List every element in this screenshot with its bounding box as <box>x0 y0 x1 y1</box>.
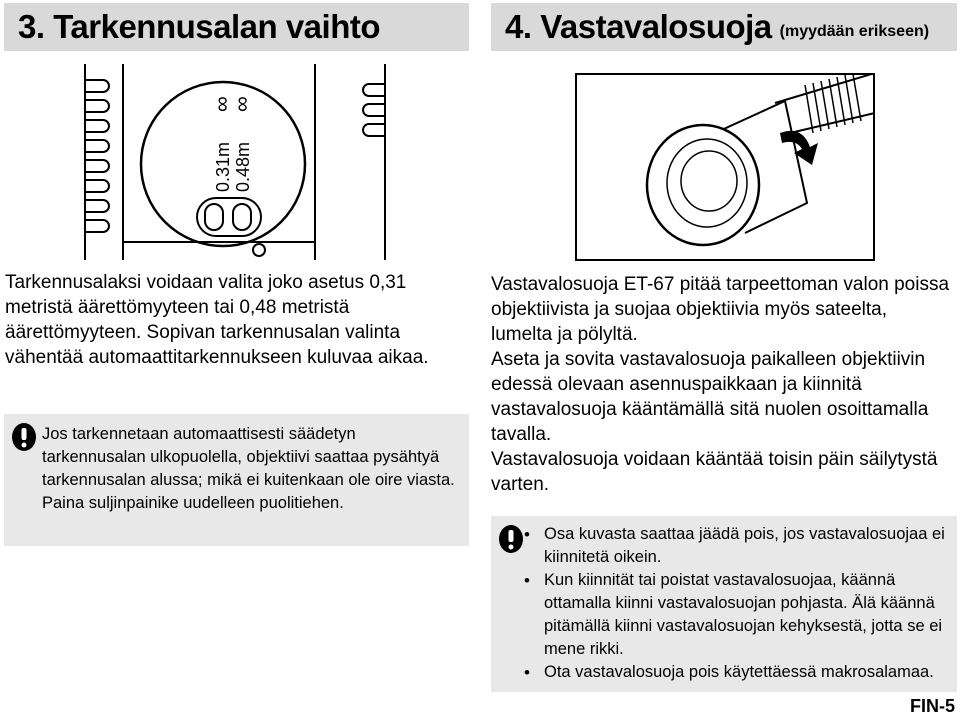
section-4-heading: 4. Vastavalosuoja <box>505 8 772 45</box>
caution-bullet: • Ota vastavalosuoja pois käytettäessä makrosalamaa. <box>519 661 951 684</box>
caution-bullet: • Kun kiinnität tai poistat vastavalosuojaa, käännä ottamalla kiinni vastavalosuojan pohjasta. Älä käännä pitämällä kiinni vastavalosuojan kehyksestä, jotta se ei mene rikki. <box>519 569 951 661</box>
lens-hood-illustration <box>575 73 875 261</box>
section-3-heading-bar <box>4 3 469 51</box>
section-3-heading: 3. Tarkennusalan vaihto <box>18 8 381 45</box>
grip-ridges-left <box>85 80 109 232</box>
warning-icon <box>9 422 39 452</box>
lens-hood-paragraphs: Vastavalosuoja ET-67 pitää tarpeettoman valon poissa objektiivista ja suojaa objektiivia myös sateelta, lumelta ja pölyltä. Aseta ja sovita vastavalosuoja paikalleen objektiivin edessä olevaan asennuspaikkaan ja kiinnitä vastavalosuoja kääntämällä sitä nuolen osoittamalla tavalla. Vastavalosuoja voidaan kääntää toisin päin säilytystä varten. <box>491 274 950 495</box>
focus-range-paragraph: Tarkennusalaksi voidaan valita joko asetus 0,31 metristä äärettömyyteen tai 0,48 metristä äärettömyyteen. Sopivan tarkennusalan valinta vähentää automaattitarkennukseen kuluvaa aikaa. <box>5 272 429 368</box>
caution-bullet-list <box>519 523 951 684</box>
page-number: FIN-5 <box>910 696 955 716</box>
sold-separately-label: (myydään erikseen) <box>779 23 930 40</box>
lens-hood-caution-box <box>491 516 957 692</box>
focus-range-switch-illustration <box>83 64 387 260</box>
scale-label-048: 0.48m <box>233 141 253 192</box>
caution-text: Jos tarkennetaan automaattisesti säädetyn tarkennusalan ulkopuolella, objektiivi saattaa pysähtyä tarkennusalan alussa; mikä ei kuitenkaan ole oire viasta. Paina suljinpainike uudelleen puolitiehen. <box>42 425 455 512</box>
infinity-mark-1: ∞ <box>209 96 234 112</box>
scale-label-031: 0.31m <box>213 141 233 192</box>
caution-bullet: • Osa kuvasta saattaa jäädä pois, jos vastavalosuojaa ei kiinnitetä oikein. <box>519 523 951 569</box>
infinity-mark-2: ∞ <box>229 96 254 112</box>
section-4-heading-bar <box>491 3 957 51</box>
focus-range-caution-box <box>4 414 469 546</box>
